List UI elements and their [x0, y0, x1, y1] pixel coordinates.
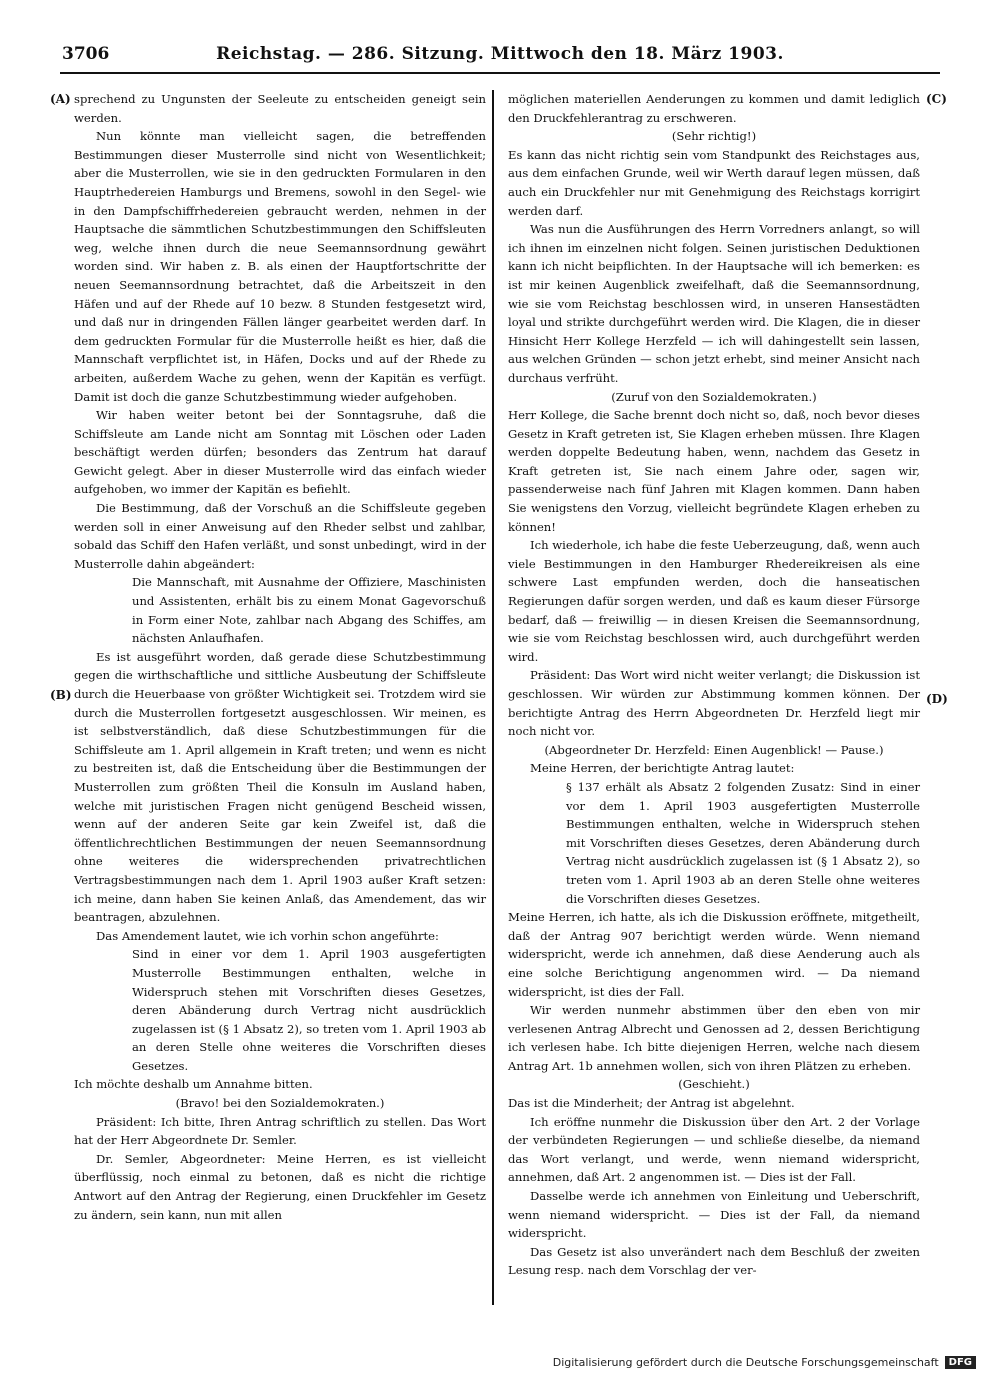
paragraph: Herr Kollege, die Sache brennt doch nicht so, daß, noch bevor dieses Gesetz in Kraft getreten ist, Sie Klagen erheben müssen. Ihre Klagen werden doppelte Bedeutung haben, wenn, nachdem das Gesetz in Kraft getreten ist, Sie nach einem Jahre oder, sagen wir, passenderweise nach fünf Jahren mit Klagen kommen. Dann haben Sie wenigstens den Vorzug, vielleicht begründete Klagen erheben zu können!: [508, 408, 920, 534]
left-text-column: [74, 90, 486, 1224]
paragraph: Meine Herren, ich hatte, als ich die Diskussion eröffnete, mitgetheilt, daß der Antrag 907 berichtigt werden würde. Wenn niemand widerspricht, werde ich annehmen, daß diese Aenderung auch als eine solche Berichtigung angenommen wird. — Da niemand widerspricht, ist dies der Fall.: [508, 910, 920, 999]
paragraph: möglichen materiellen Aenderungen zu kommen und damit lediglich den Druckfehlerantrag zu erschweren.: [508, 92, 920, 125]
paragraph: Das Amendement lautet, wie ich vorhin schon angeführte:: [96, 928, 439, 943]
footer-credit: Digitalisierung gefördert durch die Deutsche Forschungsgemeinschaft: [552, 1356, 939, 1369]
paragraph: sprechend zu Ungunsten der Seeleute zu entscheiden geneigt sein werden.: [74, 92, 486, 125]
right-text-column: [508, 90, 920, 1280]
margin-marker-b: (B): [50, 688, 72, 702]
page-number: 3706: [62, 44, 110, 64]
paragraph: (Abgeordneter Dr. Herzfeld: Einen Augenblick! — Pause.): [544, 742, 884, 757]
paragraph: Ich eröffne nunmehr die Diskussion über den Art. 2 der Vorlage der verbündeten Regierungen — und schließe dieselbe, da niemand das Wort verlangt, und werde, wenn niemand widerspricht, annehmen, daß Art. 2 angenommen ist. — Dies ist der Fall.: [508, 1114, 920, 1185]
paragraph: Es ist ausgeführt worden, daß gerade diese Schutzbestimmung gegen die wirthschaftliche und sittliche Ausbeutung der Schiffsleute durch die Heuerbaase von größter Wichtigkeit sei. Trotzdem wird sie durch die Musterrollen fortgesetzt ausgeschlossen. Wir meinen, es ist selbstverständlich, daß diese Schutzbestimmungen für die Schiffsleute am 1. April allgemein in Kraft treten; und wenn es nicht zu bestreiten ist, daß die Entscheidung über die Bestimmungen der Musterrollen zum größten Theil die Konsuln im Ausland haben, welche mit juristischen Fragen nicht genügend Bescheid wissen, wenn auf der anderen Seite gar kein Zweifel ist, daß die öffentlichrechtlichen Bestimmungen der neuen Seemannsordnung ohne weiteres die widersprechenden privatrechtlichen Vertragsbestimmungen nach dem 1. April 1903 außer Kraft setzen: ich meine, dann haben Sie keinen Anlaß, das Amendement, das wir beantragen, abzulehnen.: [74, 649, 486, 925]
paragraph: Sind in einer vor dem 1. April 1903 ausgefertigten Musterrolle Bestimmungen enthalten, welche in Widerspruch stehen mit Vorschriften dieses Gesetzes, deren Abänderung durch Vertrag nicht ausdrücklich zugelassen ist (§ 1 Absatz 2), so treten vom 1. April 1903 ab an deren Stelle ohne weiteres die Vorschriften dieses Gesetzes.: [132, 947, 486, 1073]
dfg-logo: DFG: [945, 1356, 976, 1369]
paragraph: Ich wiederhole, ich habe die feste Ueberzeugung, daß, wenn auch viele Bestimmungen in den Hamburger Rhedereikreisen als eine schwere Last empfunden werden, doch die hanseatischen Regierungen dafür sorgen werden, und daß es kaum dieser Fürsorge bedarf, daß — freiwillig — in diesen Kreisen die Seemannsordnung, wie sie vom Reichstag beschlossen wird, auch durchgeführt werden wird.: [508, 538, 920, 664]
paragraph: Es kann das nicht richtig sein vom Standpunkt des Reichstages aus, aus dem einfachen Grunde, weil wir Werth darauf legen müssen, daß auch ein Druckfehler nur mit Genehmigung des Reichstags korrigirt werden darf.: [508, 147, 920, 218]
paragraph: (Bravo! bei den Sozialdemokraten.): [175, 1096, 385, 1111]
paragraph: Präsident: Das Wort wird nicht weiter verlangt; die Diskussion ist geschlossen. Wir würden zur Abstimmung kommen können. Der berichtigte Antrag des Herrn Abgeordneten Dr. Herzfeld liegt mir noch nicht vor.: [508, 668, 920, 739]
paragraph: Das ist die Minderheit; der Antrag ist abgelehnt.: [508, 1096, 795, 1111]
margin-marker-c: (C): [926, 92, 947, 106]
paragraph: (Geschieht.): [678, 1077, 750, 1092]
paragraph: Das Gesetz ist also unverändert nach dem Beschluß der zweiten Lesung resp. nach dem Vorschlag der ver-: [508, 1244, 920, 1278]
paragraph: Die Mannschaft, mit Ausnahme der Offiziere, Maschinisten und Assistenten, erhält bis zu einem Monat Gagevorschuß in Form einer Note, zahlbar nach Abgang des Schiffes, am nächsten Anlaufhafen.: [132, 575, 486, 646]
paragraph: Dr. Semler, Abgeordneter: Meine Herren, es ist vielleicht überflüssig, noch einmal zu betonen, daß es nicht die richtige Antwort auf den Antrag der Regierung, einen Druckfehler im Gesetz zu ändern, sein kann, nun mit allen: [74, 1151, 486, 1222]
paragraph: Wir werden nunmehr abstimmen über den eben von mir verlesenen Antrag Albrecht und Genossen ad 2, dessen Berichtigung ich verlesen habe. Ich bitte diejenigen Herren, welche nach diesem Antrag Art. 1b annehmen wollen, sich von ihren Plätzen zu erheben.: [508, 1003, 920, 1073]
paragraph: Meine Herren, der berichtigte Antrag lautet:: [530, 761, 795, 776]
page-footer: [553, 1356, 976, 1369]
header-rule: [60, 72, 940, 74]
margin-marker-d: (D): [926, 692, 948, 706]
paragraph: Die Bestimmung, daß der Vorschuß an die Schiffsleute gegeben werden soll in einer Anweisung auf den Rheder selbst und zahlbar, sobald das Schiff den Hafen verläßt, und sonst unbedingt, wird in der Musterrolle dahin abgeändert:: [74, 501, 486, 571]
paragraph: (Zuruf von den Sozialdemokraten.): [611, 389, 817, 404]
paragraph: Wir haben weiter betont bei der Sonntagsruhe, daß die Schiffsleute am Lande nicht am Sonntag mit Löschen oder Laden beschäftigt werden dürfen; besonders das Zentrum hat darauf Gewicht gelegt. Aber in dieser Musterrolle wird das einfach wieder aufgehoben, wo immer der Kapitän es befiehlt.: [74, 408, 486, 497]
paragraph: § 137 erhält als Absatz 2 folgenden Zusatz: Sind in einer vor dem 1. April 1903 ausgefertigten Musterrolle Bestimmungen enthalten, welche in Widerspruch stehen mit Vorschriften dieses Gesetzes, deren Abänderung durch Vertrag nicht ausdrücklich zugelassen ist (§ 1 Absatz 2), so treten vom 1. April 1903 ab an deren Stelle ohne weiteres die Vorschriften dieses Gesetzes.: [566, 779, 920, 906]
page-header: [60, 38, 940, 74]
page-title: Reichstag. — 286. Sitzung. Mittwoch den 18. März 1903.: [216, 44, 784, 64]
paragraph: (Sehr richtig!): [671, 129, 757, 144]
paragraph: Präsident: Ich bitte, Ihren Antrag schriftlich zu stellen. Das Wort hat der Herr Abgeordnete Dr. Semler.: [74, 1114, 486, 1148]
margin-marker-a: (A): [50, 92, 71, 106]
paragraph: Ich möchte deshalb um Annahme bitten.: [74, 1077, 313, 1092]
paragraph: Dasselbe werde ich annehmen von Einleitung und Ueberschrift, wenn niemand widerspricht. — Dies ist der Fall, da niemand widerspricht.: [508, 1189, 920, 1241]
paragraph: Nun könnte man vielleicht sagen, die betreffenden Bestimmungen dieser Musterrolle sind nicht von Wesentlichkeit; aber die Musterrollen, wie sie in den gedruckten Formularen in den Hauptrhedereien Hamburgs und Bremens, sowohl in den Segel- wie in den Dampfschiffrhedereien gebraucht werden, nehmen in der Hauptsache die sämmtlichen Schutzbestimmungen den Schiffsleuten weg, welche ihnen durch die neue Seemannsordnung gewährt worden sind. Wir haben z. B. als einen der Hauptfortschritte der neuen Seemannsordnung betrachtet, daß die Arbeitszeit in den Häfen und auf der Rhede auf 10 bezw. 8 Stunden festgesetzt wird, und daß nur in dringenden Fällen länger gearbeitet werden darf. In dem gedruckten Formular für die Musterrolle heißt es hier, daß die Mannschaft verpflichtet ist, in Häfen, Docks und auf der Rhede zu arbeiten, außerdem Wache zu gehen, wenn der Kapitän es verfügt. Damit ist doch die ganze Schutzbestimmung wieder aufgehoben.: [74, 129, 486, 404]
paragraph: Was nun die Ausführungen des Herrn Vorredners anlangt, so will ich ihnen im einzelnen nicht folgen. Seinen juristischen Deduktionen kann ich nicht beipflichten. In der Hauptsache will ich bemerken: es ist mir keinen Augenblick zweifelhaft, daß die Seemannsordnung, wie sie vom Reichstag beschlossen wird, in unseren Hansestädten loyal und strikte durchgeführt werden wird. Die Klagen, die in dieser Hinsicht Herr Kollege Herzfeld — ich will dahingestellt sein lassen, aus welchen Gründen — schon jetzt erhebt, sind meiner Ansicht nach durchaus verfrüht.: [508, 222, 920, 385]
column-divider: [492, 90, 494, 1305]
